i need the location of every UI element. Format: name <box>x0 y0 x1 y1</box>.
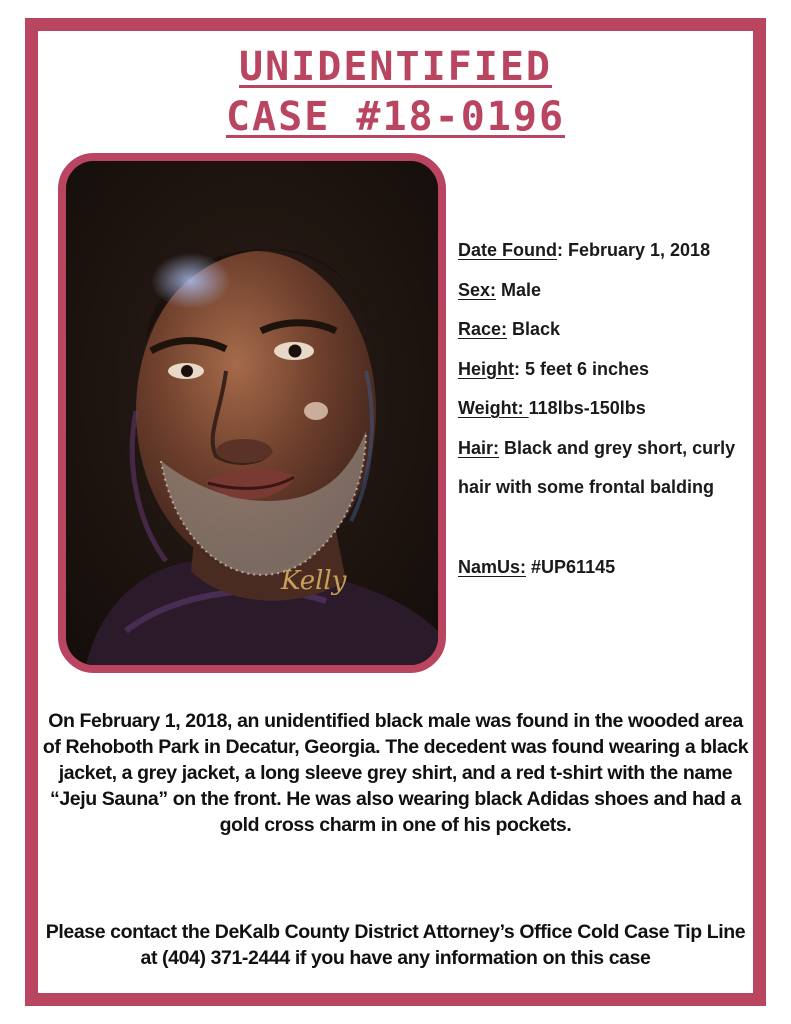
race-row <box>458 310 758 350</box>
hair-value: Black and grey short, curly hair with some frontal balding <box>458 437 736 497</box>
weight-label: Weight: <box>458 398 529 418</box>
weight-value: 118lbs-150lbs <box>528 398 646 418</box>
forensic-sketch-portrait <box>58 153 446 673</box>
date-found-label: Date Found <box>458 240 557 260</box>
contact-info: Please contact the DeKalb County District Attorney’s Office Cold Case Tip Line at (404) 371-2444 if you have any information on this case <box>45 921 746 969</box>
height-label: Height <box>458 358 514 379</box>
sex-value: Male <box>496 279 542 300</box>
height-row <box>458 350 758 390</box>
sex-row <box>458 271 758 311</box>
date-found-value: : February 1, 2018 <box>557 240 711 260</box>
namus-row <box>458 548 758 588</box>
portrait-drawing <box>66 161 438 665</box>
namus-value: #UP61145 <box>526 556 616 577</box>
namus-label: NamUs: <box>458 556 527 577</box>
artist-signature: Kelly <box>281 566 347 596</box>
race-label: Race: <box>458 319 508 339</box>
date-found-row <box>458 231 758 271</box>
case-description: On February 1, 2018, an unidentified black male was found in the wooded area of Rehoboth Park in Decatur, Georgia. The decedent was found wearing a black jacket, a grey jacket, a long sleeve grey shirt, and a red t-shirt with the name “Jeju Sauna” on the front. He was also wearing black Adidas shoes and had a gold cross charm in one of his pockets. <box>42 710 749 836</box>
weight-row <box>458 389 758 429</box>
height-value: : 5 feet 6 inches <box>514 358 650 379</box>
poster-title: UNIDENTIFIED <box>239 44 552 90</box>
hair-row <box>458 429 758 508</box>
case-number: CASE #18-0196 <box>225 94 566 140</box>
hair-label: Hair: <box>458 437 500 458</box>
case-details <box>458 231 758 587</box>
race-value: Black <box>507 319 561 339</box>
sex-label: Sex: <box>458 279 497 300</box>
